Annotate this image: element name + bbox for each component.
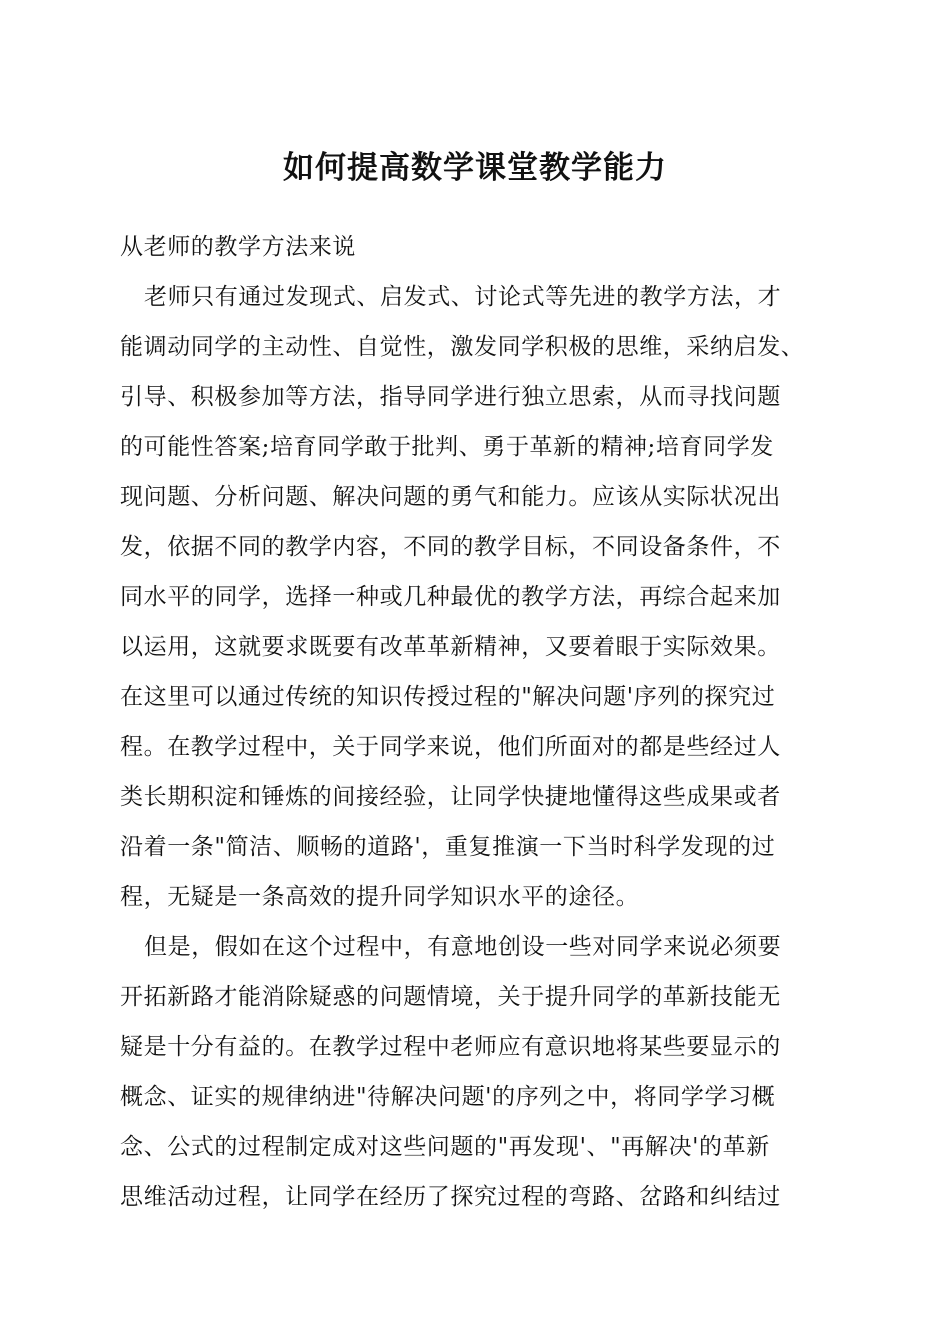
paragraph-line: 思维活动过程，让同学在经历了探究过程的弯路、岔路和纠结过 — [120, 1184, 781, 1210]
paragraph-line: 以运用，这就要求既要有改革革新精神，又要着眼于实际效果。 — [120, 634, 781, 660]
paragraph-line: 概念、证实的规律纳进"待解决问题'的序列之中，将同学学习概 — [120, 1084, 776, 1110]
section-heading: 从老师的教学方法来说 — [120, 234, 356, 260]
paragraph-line: 引导、积极参加等方法，指导同学进行独立思索，从而寻找问题 — [120, 384, 781, 410]
paragraph-line: 类长期积淀和锤炼的间接经验，让同学快捷地懂得这些成果或者 — [120, 784, 781, 810]
paragraph-line: 沿着一条"简洁、顺畅的道路'，重复推演一下当时科学发现的过 — [120, 834, 776, 860]
paragraph-line: 同水平的同学，选择一种或几种最优的教学方法，再综合起来加 — [120, 584, 781, 610]
document-title: 如何提高数学课堂教学能力 — [283, 150, 667, 186]
paragraph-line: 但是，假如在这个过程中，有意地创设一些对同学来说必须要 — [144, 934, 782, 960]
paragraph-line: 程。在教学过程中，关于同学来说，他们所面对的都是些经过人 — [120, 734, 781, 760]
paragraph-line: 老师只有通过发现式、启发式、讨论式等先进的教学方法，才 — [144, 284, 782, 310]
paragraph-line: 的可能性答案;培育同学敢于批判、勇于革新的精神;培育同学发 — [120, 434, 774, 460]
paragraph-line: 在这里可以通过传统的知识传授过程的"解决问题'序列的探究过 — [120, 684, 776, 710]
paragraph-line: 发，依据不同的教学内容，不同的教学目标，不同设备条件，不 — [120, 534, 781, 560]
paragraph-line: 念、公式的过程制定成对这些问题的"再发现'、"再解决'的革新 — [120, 1134, 770, 1160]
document-body — [120, 222, 860, 1222]
paragraph-line: 程，无疑是一条高效的提升同学知识水平的途径。 — [120, 884, 640, 910]
paragraph-line: 疑是十分有益的。在教学过程中老师应有意识地将某些要显示的 — [120, 1034, 781, 1060]
paragraph-line: 能调动同学的主动性、自觉性，激发同学积极的思维，采纳启发、 — [120, 334, 805, 360]
paragraph-line: 现问题、分析问题、解决问题的勇气和能力。应该从实际状况出 — [120, 484, 781, 510]
paragraph-line: 开拓新路才能消除疑惑的问题情境，关于提升同学的革新技能无 — [120, 984, 781, 1010]
